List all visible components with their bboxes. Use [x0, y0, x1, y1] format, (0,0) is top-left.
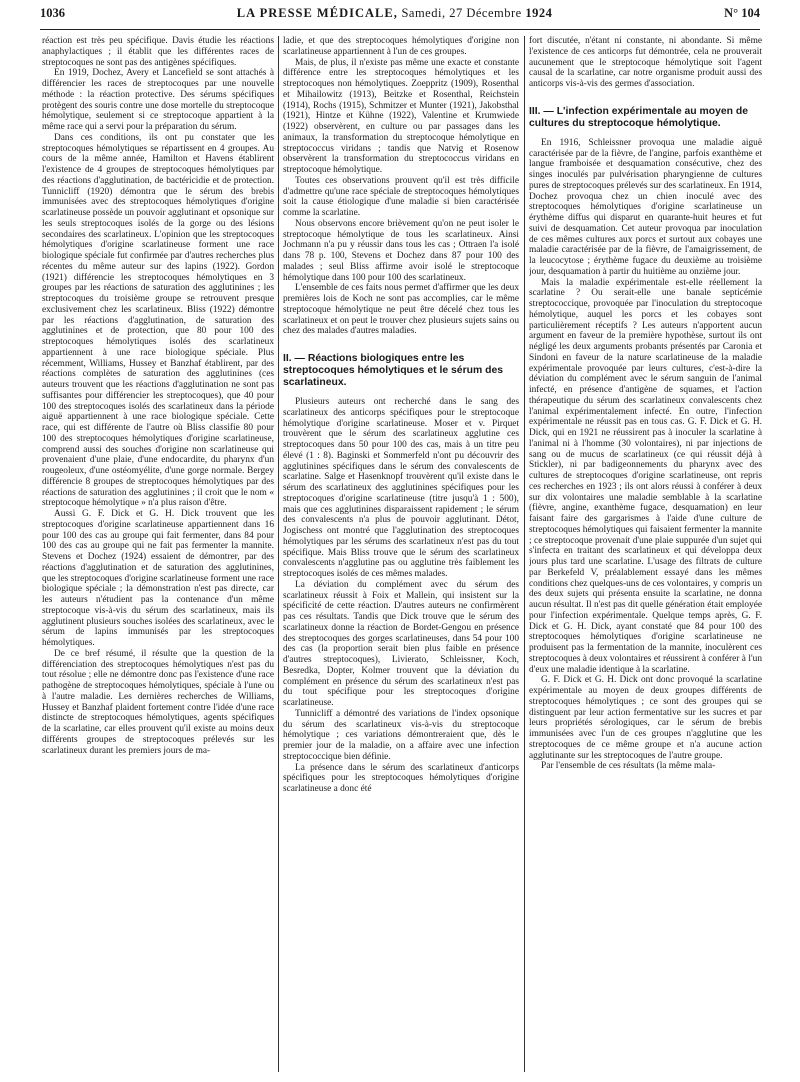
paragraph: Mais la maladie expérimentale est-elle réellement la scarlatine ? Ou serait-elle une banale septicémie streptococcique, provoquée par l'inoculation du streptocoque hémolytique, auquel les porcs et les cobayes sont particulièrement réceptifs ? Les auteurs n'apportent aucun argument en faveur de la première hypothèse, surtout ils ont négligé les deux arguments probants présentés par Caronia et Sindoni en faveur de la nature scarlatineuse de la maladie expérimentale provoquée par leurs cultures, c'est-à-dire la déviation du complément avec le sérum sanguin de l'animal infecté, en présence d'antigène de squames, et l'action thérapeutique du sérum des scarlatineux convalescents chez l'animal expérimentalement infecté. En outre, l'infection expérimentale ne réussit pas en tous cas. G. F. Dick et G. H. Dick, qui en 1921 ne réussirent pas à inoculer la scarlatine à l'animal ni à l'homme (30 volontaires), ni par injections de sang ou de mucus de scarlatineux (ce qui réussit déjà à Stickler), ni par badigeonnements du pharynx avec des cultures de streptocoques d'origine scarlatineuse, ont repris ces recherches en 1923 ; ils ont alors réussi à conférer à deux sur dix volontaires une maladie semblable à la scarlatine (fièvre, angine, exanthème fugace, desquamation) en leur faisant faire des gargarismes à l'aide d'une culture de streptocoques hémolytiques qui faisaient fermenter la mannite ; ce streptocoque provenait d'une plaie suppurée d'un sujet qui s'infecta en traitant des scarlatineux et qui développa deux jours plus tard une scarlatine. L'usage des filtrats de culture par Berkefeld V, préalablement essayé dans les mêmes conditions chez quelques-uns de ces volontaires, y compris un des deux sujets qui présenta ensuite la scarlatine, ne donna aucun résultat. Il n'est pas dit quelle génération était employée pour l'infection expérimentale. Quelque temps après, G. F. Dick et G. H. Dick, ayant constaté que 84 pour 100 des streptocoques hémolytiques d'origine scarlatineuse ne produisent pas la fermentation de la mannite, inoculèrent ces streptocoques à deux volontaires et réussirent à conférer à l'un d'eux une maladie identique à la scarlatine.	[529, 277, 762, 675]
running-header	[40, 6, 760, 28]
text-column-2	[283, 36, 519, 1076]
text-column-1	[42, 36, 274, 1076]
paragraph: De ce bref résumé, il résulte que la question de la différenciation des streptocoques hémolytiques n'est pas du tout résolue ; elle ne démontre donc pas l'existence d'une race pathogène de streptocoques hémolytiques, spéciale à l'une ou à l'autre maladie. Les dernières recherches de Williams, Hussey et Banzhaf plaident fortement contre l'idée d'une race distincte de streptocoques hémolytiques, agents spécifiques de la scarlatine, car elles prouvent qu'il existe au moins deux différents groupes de streptocoques prélevés sur les scarlatineux durant les premiers jours de ma-	[42, 648, 274, 756]
column-separator	[524, 36, 525, 1072]
paragraph: fort discutée, n'étant ni constante, ni abondante. Si même l'existence de ces anticorps fut démontrée, cela ne prouverait aucunement que le streptocoque hémolytique soit l'agent causal de la scarlatine, car notre organisme produit aussi des anticorps vis-à-vis des germes d'association.	[529, 36, 762, 89]
paragraph: La déviation du complément avec du sérum des scarlatineux réussit à Foix et Mallein, qui insistent sur la spécificité de cette réaction. D'autres auteurs ne confirmèrent pas ces résultats. Tandis que Dick trouve que le sérum des scarlatineux donne la réaction de Bordet-Gengou en présence des streptocoques des gorges scarlatineuses, dans 54 pour 100 des cas (la proportion serait bien plus faible en présence d'autres streptocoques), Livierato, Schleissner, Koch, Besredka, Dopter, Kolmer trouvent que la déviation du complément en présence du sérum des scarlatineux n'est pas du tout spécifique pour les streptocoques d'origine scarlatineuse.	[283, 579, 519, 708]
paragraph: Plusieurs auteurs ont recherché dans le sang des scarlatineux des anticorps spécifiques pour le streptocoque hémolytique d'origine scarlatineuse. Moser et v. Pirquet trouvèrent que le sérum des scarlatineux agglutine ces streptocoques dans 50 pour 100 des cas, mais à un titre peu élevé (1 : 8). Baginski et Sommerfeld n'ont pu découvrir des agglutinines spécifiques dans le sérum des convalescents de scarlatine. Salge et Hasenknopf trouvèrent qu'il existe dans le sérum des scarlatineux des agglutinines spécifiques pour les streptocoques d'origine scarlatineuse (titre jusqu'à 1 : 500), mais que ces agglutinines disparaissent rapidement ; le sérum des convalescents n'a plus de pouvoir agglutinant. Détot, Jogischess ont montré que l'agglutination des streptocoques hémolytiques par les sérums des scarlatineux n'est pas du tout spécifique. Mais Bliss trouve que le sérum des scarlatineux convalescents n'agglutine pas ou agglutine très faiblement les streptocoques isolés de ces mêmes malades.	[283, 397, 519, 579]
paragraph: Nous observons encore brièvement qu'on ne peut isoler le streptocoque hémolytique de tous les scarlatineux. Ainsi Jochmann n'a pu y réussir dans tous les cas ; Ottraen l'a isolé dans 78 p. 100, Stevens et Dochez dans 87 pour 100 des malades ; seul Bliss affirme avoir isolé le streptocoque hémolytique dans 100 pour 100 des scarlatineux.	[283, 218, 519, 283]
paragraph: L'ensemble de ces faits nous permet d'affirmer que les deux premières lois de Koch ne sont pas accomplies, car le même streptocoque hémolytique ne peut être décelé chez tous les scarlatineux et on peut le trouver chez plusieurs sujets sains ou chez des malades d'autres maladies.	[283, 283, 519, 337]
paragraph: ladie, et que des streptocoques hémolytiques d'origine non scarlatineuse appartiennent à l'un de ces groupes.	[283, 36, 519, 57]
text-column-3	[529, 36, 762, 1076]
journal-title	[237, 6, 553, 21]
paragraph: Dans ces conditions, ils ont pu constater que les streptocoques hémolytiques se répartissent en 4 groupes. Au cours de la même année, Hamilton et Havens établirent l'existence de 4 groupes de streptocoques hémolytiques par des réactions d'agglutination, de bactéricidie et de protection. Tunnicliff (1920) démontra que le sérum des brebis immunisées avec des streptocoques hémolytiques d'origine scarlatineuse possède un pouvoir agglutinant et opsonique sur les seuls streptocoques isolés de la gorge ou des lésions secondaires des scarlatineux. L'opinion que les streptocoques hémolytiques d'origine scarlatineuse forment une race biologique spéciale fut confirmée par d'autres recherches plus récentes du même auteur sur des lapins (1922). Gordon (1921) différencie les streptocoques hémolytiques en 3 groupes par les réactions de saturation des agglutinines ; les streptocoques du troisième groupe se retrouvent presque exclusivement chez les scarlatineux. Bliss (1922) démontre par les réactions d'agglutination, de saturation des agglutinines et de protection, que 80 pour 100 des streptocoques hémolytiques isolés des scarlatineux appartiennent à une race biologique spéciale. Plus récemment, Williams, Hussey et Banzhaf établirent, par des réactions complètes de saturation des agglutinines (ces auteurs trouvent que les réactions d'agglutination ne sont pas suffisantes pour différencier les streptocoques), que 40 pour 100 des streptocoques isolés des scarlatineux dans la période aiguë appartiennent à une race biologique spéciale. Cette race, qui est différente de l'autre où Bliss classifie 80 pour 100 des streptocoques hémolytiques d'origine scarlatineuse, comprend aussi des souches d'origine non scarlatineuse qui provenaient d'une plaie, d'une endocardite, du pharynx d'un rougeoleux, d'une ostéomyélite, d'une gorge normale. Bergey différencie 8 groupes de streptocoques hémolytiques par des réactions de saturation des agglutinines ; il croit que le nom « streptocoque hémolytique » n'a plus raison d'être.	[42, 132, 274, 509]
column-separator	[278, 36, 279, 1072]
paragraph: Mais, de plus, il n'existe pas même une exacte et constante différence entre les streptocoques hémolytiques et les streptocoques non hémolytiques. Zoeppritz (1909), Rosenthal et Mihailowitz (1913), Beitzke et Rosenthal, Reichstein (1914), Rochs (1915), Schmitzer et Munter (1921), Jakobsthal (1921), Hintze et Kühne (1922), Valentine et Krumwiede (1922) observèrent, en culture ou par passages dans les animaux, la transformation du streptocoque hémolytique en streptococcus viridans ; tandis que Natvig et Rosenow observèrent la transformation du streptococcus viridans en streptocoque hémolytique.	[283, 57, 519, 175]
publication-name: LA PRESSE MÉDICALE,	[236, 6, 398, 20]
paragraph: Toutes ces observations prouvent qu'il est très difficile d'admettre qu'une race spéciale de streptocoques hémolytiques soit la cause étiologique d'une maladie si bien caractérisée comme la scarlatine.	[283, 175, 519, 218]
paragraph: G. F. Dick et G. H. Dick ont donc provoqué la scarlatine expérimentale au moyen de deux groupes différents de streptocoques hémolytiques ; ce sont des groupes qui se distinguent par leur action fermentative sur les sucres et par leurs propriétés sérologiques, car le sérum de brebis immunisées avec l'un de ces groupes n'agglutine que les streptocoques de ce même groupe et n'a aucune action agglutinante sur les streptocoques de l'autre groupe.	[529, 675, 762, 761]
paragraph: Par l'ensemble de ces résultats (la même mala-	[541, 761, 716, 772]
issue-year: 1924	[525, 6, 553, 20]
issue-number: N° 104	[724, 6, 760, 20]
section-heading: II. — Réactions biologiques entre les streptocoques hémolytiques et le sérum des scarlatineux.	[283, 353, 503, 388]
issue-date: Samedi, 27 Décembre	[401, 6, 522, 20]
paragraph: En 1919, Dochez, Avery et Lancefield se sont attachés à différencier les races de streptocoques par une nouvelle méthode : la réaction protective. Des sérums spécifiques protègent des souris contre une dose mortelle du streptocoque hémolytique, seulement si ce streptocoque appartient à la même race qui a servi pour la préparation du sérum.	[42, 68, 274, 132]
section-heading: III. — L'infection expérimentale au moyen de cultures du streptocoque hémolytique.	[529, 105, 748, 129]
header-rule	[40, 29, 760, 30]
page-number: 1036	[40, 6, 65, 20]
paragraph: Tunnicliff a démontré des variations de l'index opsonique du sérum des scarlatineux vis-à-vis du streptocoque hémolytique ; ces variations démontreraient que, dès le premier jour de la maladie, on a affaire avec une infection streptococcique bien définie.	[283, 708, 519, 762]
paragraph: La présence dans le sérum des scarlatineux d'anticorps spécifiques pour les streptocoques hémolytiques d'origine scarlatineuse a donc été	[283, 762, 519, 794]
paragraph: En 1916, Schleissner provoqua une maladie aiguë caractérisée par de la fièvre, de l'angine, parfois exanthème et langue framboisée et desquamation consécutive, chez des singes inoculés par pulvérisation pharyngienne de cultures pures de streptocoques prélevés sur des scarlatineux. En 1914, Dochez provoqua chez un chien inoculé avec des streptocoques hémolytiques d'origine scarlatineuse un érythème diffus qui disparut en quarante-huit heures et fut suivi de desquamation. Cet auteur provoqua par inoculation de ces mêmes cultures aux porcs et surtout aux cobayes une maladie caractérisée par de la fièvre, de l'amaigrissement, de la leucocytose ; érythème fugace du deuxième au troisième jour, desquamation à partir du huitième au onzième jour.	[529, 137, 762, 277]
paragraph: Aussi G. F. Dick et G. H. Dick trouvent que les streptocoques d'origine scarlatineuse appartiennent dans 16 pour 100 des cas au groupe qui fait fermenter, dans 84 pour 100 des cas au groupe qui ne fait pas fermenter la mannite. Stevens et Dochez (1924) essaient de démontrer, par des réactions d'agglutination et de saturation des agglutinines, que les streptocoques d'origine scarlatineuse forment une race biologique spéciale ; la démonstration n'est pas directe, car les auteurs n'étudient pas la contenance d'un même streptocoque vis-à-vis du sérum des scarlatineux, mais ils agglutinent plusieurs souches isolées des scarlatineux, avec le sérum de lapins immunisés par les streptocoques hémolytiques.	[42, 509, 274, 648]
paragraph: réaction est très peu spécifique. Davis étudie les réactions anaphylactiques ; il établit que les différentes races de streptocoques ne sont pas des antigènes spécifiques.	[42, 36, 274, 68]
